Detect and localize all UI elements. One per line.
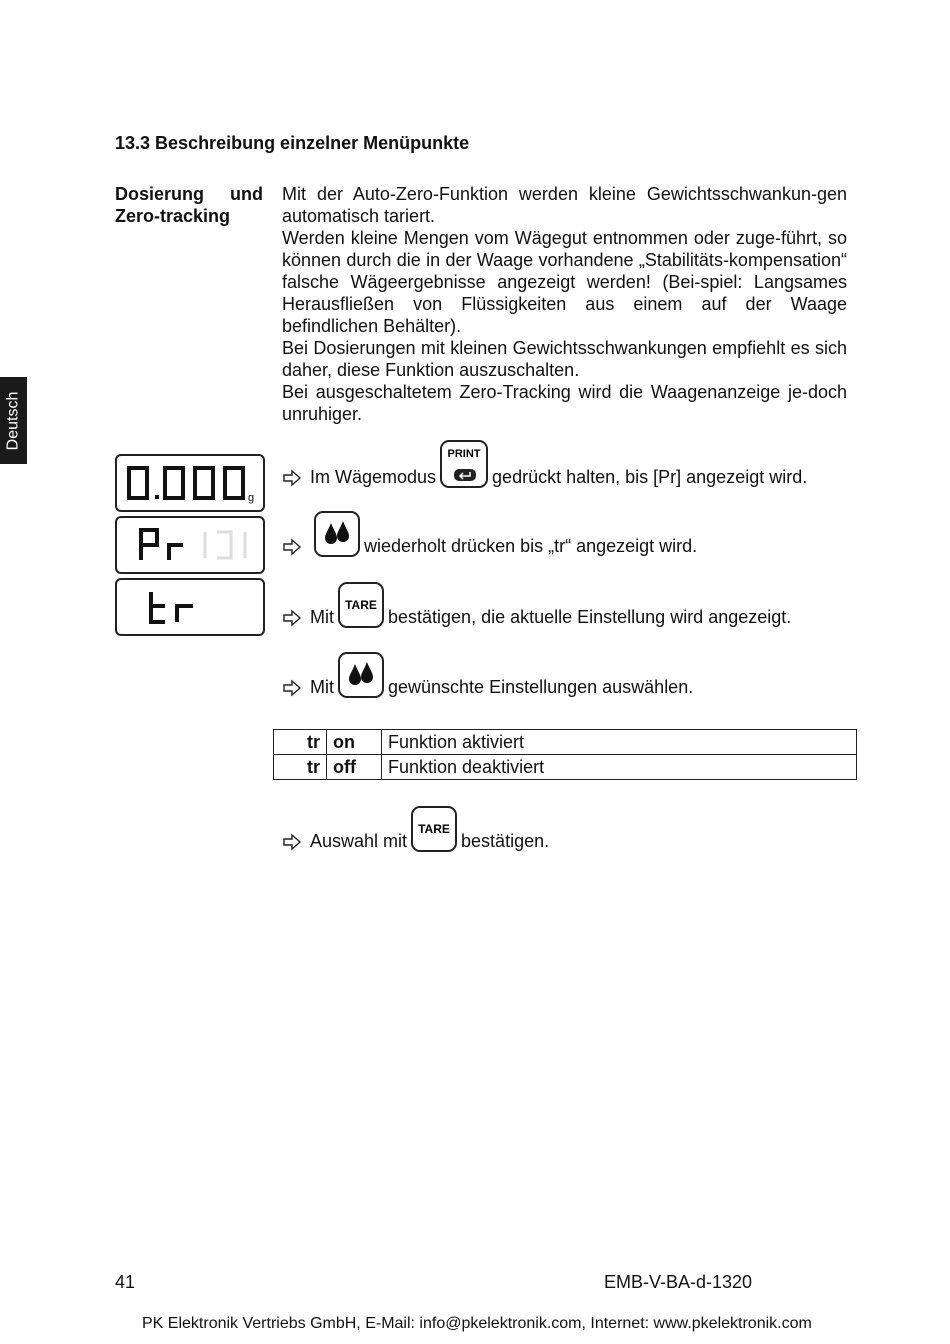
table-cell: on [327, 730, 382, 755]
step-3 [282, 578, 791, 628]
step-1 [282, 436, 807, 488]
table-cell: Funktion deaktiviert [382, 755, 857, 780]
step-4-before: Mit [310, 677, 334, 697]
lcd-unit: g [248, 492, 255, 504]
step-5 [282, 802, 549, 852]
page-number: 41 [115, 1272, 136, 1292]
section-title: 13.3 Beschreibung einzelner Menüpunkte [115, 133, 470, 153]
table-row [274, 755, 857, 780]
svg-text:TARE: TARE [418, 822, 450, 836]
step-5-after: bestätigen. [461, 831, 550, 851]
step-3-after: bestätigen, die aktuelle Einstellung wird angezeigt. [388, 607, 792, 627]
right-outline-arrow-icon [282, 537, 310, 557]
paragraph: Mit der Auto-Zero-Funktion werden kleine Gewichtsschwankun-gen automatisch tariert. [282, 184, 847, 226]
right-outline-arrow-icon [282, 832, 310, 852]
lcd-display-zero [115, 454, 265, 512]
language-tab-label: Deutsch [4, 391, 22, 450]
print-key-icon [440, 440, 488, 488]
tare-key-icon [338, 582, 384, 628]
paragraph: Bei Dosierungen mit kleinen Gewichtsschwankungen empfiehlt es sich daher, diese Funktion auszuschalten. [282, 338, 847, 380]
table-cell: tr [274, 730, 327, 755]
table-cell: off [327, 755, 382, 780]
settings-table [273, 729, 857, 780]
paragraph: Bei ausgeschaltetem Zero-Tracking wird die Waagenanzeige je-doch unruhiger. [282, 382, 847, 424]
tare-key-icon [411, 806, 457, 852]
topic-label-line2: Zero-tracking [115, 206, 231, 226]
step-1-before: Im Wägemodus [310, 467, 437, 487]
step-1-after: gedrückt halten, bis [Pr] angezeigt wird. [492, 467, 808, 487]
step-4-after: gewünschte Einstellungen auswählen. [388, 677, 694, 697]
lcd-display-pr [115, 516, 265, 574]
topic-label-word1: Dosierung [115, 184, 205, 204]
document-id: EMB-V-BA-d-1320 [604, 1272, 753, 1292]
svg-text:PRINT: PRINT [447, 448, 481, 460]
right-outline-arrow-icon [282, 608, 310, 628]
drops-key-icon [338, 652, 384, 698]
description-text [282, 183, 847, 425]
footer-contact: PK Elektronik Vertriebs GmbH, E-Mail: info@pkelektronik.com, Internet: www.pkelektronik.com [142, 1315, 812, 1332]
step-2-after: wiederholt drücken bis „tr“ angezeigt wird. [364, 536, 698, 556]
table-row [274, 730, 857, 755]
lcd-pr-digits [117, 518, 263, 572]
language-tab [0, 377, 27, 464]
topic-label [115, 183, 263, 227]
table-cell: Funktion aktiviert [382, 730, 857, 755]
step-4 [282, 648, 693, 698]
topic-label-word2: und [230, 184, 263, 204]
drops-key-icon [314, 511, 360, 557]
lcd-tr-digits [117, 580, 263, 634]
right-outline-arrow-icon [282, 678, 310, 698]
step-2 [282, 507, 697, 557]
step-3-before: Mit [310, 607, 334, 627]
svg-text:TARE: TARE [345, 598, 377, 612]
lcd-display-tr [115, 578, 265, 636]
step-5-before: Auswahl mit [310, 831, 408, 851]
right-outline-arrow-icon [282, 468, 310, 488]
paragraph: Werden kleine Mengen vom Wägegut entnommen oder zuge-führt, so können durch die in der Waage vorhandene „Stabilitäts-kompensation“ falsche Wägeergebnisse angezeigt werden! (Bei-spiel: Langsames Herausfließen von Flüssigkeiten aus einem auf der Waage befindlichen Behälter). [282, 228, 847, 336]
table-cell: tr [274, 755, 327, 780]
lcd-zero-digits [117, 456, 263, 510]
